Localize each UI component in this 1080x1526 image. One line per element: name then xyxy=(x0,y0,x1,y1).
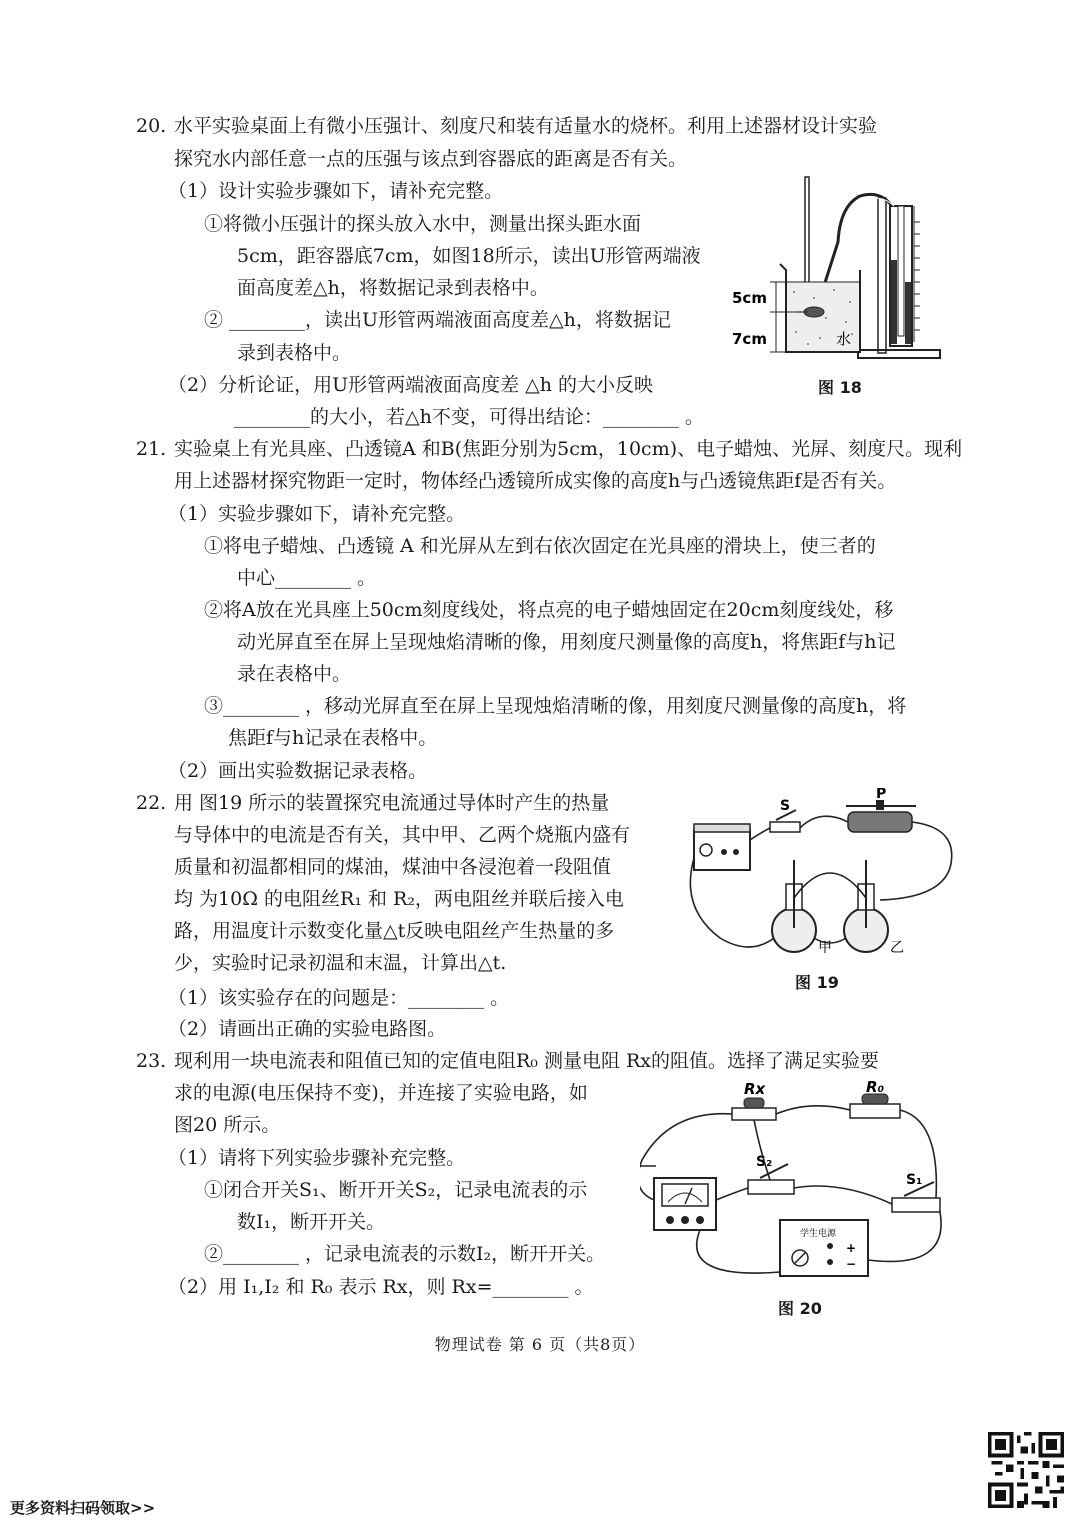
label-r0: R₀ xyxy=(866,1080,885,1096)
q23-line-5: ①闭合开关S₁、断开开关S₂，记录电流表的示 xyxy=(204,1179,588,1201)
q23-line-7: ②________ ，记录电流表的示数I₂，断开开关。 xyxy=(204,1243,606,1265)
q23-line-6: 数I₁，断开开关。 xyxy=(237,1211,386,1233)
q20-line-9: （2）分析论证，用U形管两端液面高度差 △h 的大小反映 xyxy=(168,374,654,396)
figure-20-caption: 图 20 xyxy=(778,1299,822,1318)
q23-number: 23. xyxy=(136,1050,167,1072)
q22-line-7: （1）该实验存在的问题是：________ 。 xyxy=(168,987,510,1009)
label-s1: S₁ xyxy=(906,1172,923,1188)
q21-line-4: ①将电子蜡烛、凸透镜 A 和光屏从左到右依次固定在光具座的滑块上，使三者的 xyxy=(204,535,876,557)
label-flask-yi: 乙 xyxy=(890,940,904,956)
label-power-supply: 学生电源 xyxy=(800,1229,837,1239)
q21-line-9: ③________ ，移动光屏直至在屏上呈现烛焰清晰的像，用刻度尺测量像的高度h，将 xyxy=(204,695,907,717)
figure-19-caption: 图 19 xyxy=(795,973,839,992)
q22-line-4: 均 为10Ω 的电阻丝R₁ 和 R₂，两电阻丝并联后接入电 xyxy=(174,888,624,910)
q21-line-10: 焦距f与h记录在表格中。 xyxy=(228,727,438,749)
q21-line-8: 录在表格中。 xyxy=(237,663,352,685)
label-rx: Rx xyxy=(744,1080,766,1098)
q20-line-1: 水平实验桌面上有微小压强计、刻度尺和装有适量水的烧杯。利用上述器材设计实验 xyxy=(174,115,878,137)
q20-number: 20. xyxy=(136,115,167,137)
q23-line-3: 图20 所示。 xyxy=(174,1114,281,1136)
q20-line-5: 5cm，距容器底7cm，如图18所示，读出U形管两端液 xyxy=(237,245,701,267)
q23-line-4: （1）请将下列实验步骤补充完整。 xyxy=(168,1147,466,1169)
q21-number: 21. xyxy=(136,438,167,460)
label-flask-jia: 甲 xyxy=(818,940,832,956)
q20-line-4: ①将微小压强计的探头放入水中，测量出探头距水面 xyxy=(204,213,642,235)
q21-line-2: 用上述器材探究物距一定时，物体经凸透镜所成实像的高度h与凸透镜焦距f是否有关。 xyxy=(174,470,897,492)
svg-text:+: + xyxy=(846,1241,857,1255)
q22-line-8: （2）请画出正确的实验电路图。 xyxy=(168,1018,447,1040)
page-footer: 物理试卷 第 6 页（共8页） xyxy=(434,1335,646,1354)
q23-line-1: 现利用一块电流表和阻值已知的定值电阻R₀ 测量电阻 Rx的阻值。选择了满足实验要 xyxy=(174,1050,880,1072)
label-7cm: 7cm xyxy=(732,330,767,348)
q22-line-6: 少，实验时记录初温和末温，计算出△t. xyxy=(174,952,507,974)
figure-19-heating-circuit xyxy=(680,788,970,968)
q21-line-11: （2）画出实验数据记录表格。 xyxy=(168,760,428,782)
q20-line-10: ________的大小，若△h不变，可得出结论：________ 。 xyxy=(234,406,704,428)
q21-line-6: ②将A放在光具座上50cm刻度线处，将点亮的电子蜡烛固定在20cm刻度线处，移 xyxy=(204,599,894,621)
q22-number: 22. xyxy=(136,792,167,814)
figure-18-caption: 图 18 xyxy=(818,378,862,397)
q21-line-3: （1）实验步骤如下，请补充完整。 xyxy=(168,503,466,525)
q21-line-7: 动光屏直至在屏上呈现烛焰清晰的像，用刻度尺测量像的高度h，将焦距f与h记 xyxy=(237,631,896,653)
q20-line-7: ② ________，读出U形管两端液面高度差△h，将数据记 xyxy=(204,309,671,331)
figure-18-pressure-gauge xyxy=(730,172,970,402)
figure-20-circuit xyxy=(640,1080,960,1290)
q20-line-2: 探究水内部任意一点的压强与该点到容器底的距离是否有关。 xyxy=(174,148,688,170)
qr-code-icon[interactable] xyxy=(988,1432,1064,1508)
label-slider-p: P xyxy=(876,788,887,802)
q20-line-6: 面高度差△h，将数据记录到表格中。 xyxy=(237,277,549,299)
svg-text:−: − xyxy=(846,1257,857,1271)
q20-line-8: 录到表格中。 xyxy=(237,342,352,364)
q23-line-2: 求的电源(电压保持不变)，并连接了实验电路，如 xyxy=(174,1082,588,1104)
label-5cm: 5cm xyxy=(732,289,767,307)
q20-line-3: （1）设计实验步骤如下，请补充完整。 xyxy=(168,180,504,202)
q22-line-2: 与导体中的电流是否有关，其中甲、乙两个烧瓶内盛有 xyxy=(174,824,631,846)
q22-line-1: 用 图19 所示的装置探究电流通过导体时产生的热量 xyxy=(174,792,610,814)
label-switch-s: S xyxy=(780,798,791,814)
label-water: 水 xyxy=(836,330,852,348)
q21-line-5: 中心________ 。 xyxy=(237,567,377,589)
q22-line-3: 质量和初温都相同的煤油，煤油中各浸泡着一段阻值 xyxy=(174,856,612,878)
promo-text: 更多资料扫码领取>> xyxy=(10,1499,156,1517)
q21-line-1: 实验桌上有光具座、凸透镜A 和B(焦距分别为5cm，10cm)、电子蜡烛、光屏、刻度尺。现利 xyxy=(174,438,963,460)
q22-line-5: 路，用温度计示数变化量△t反映电阻丝产生热量的多 xyxy=(174,920,615,942)
label-s2: S₂ xyxy=(756,1154,773,1170)
q23-line-8: （2）用 I₁,I₂ 和 R₀ 表示 Rx，则 Rx=________ 。 xyxy=(168,1276,594,1298)
